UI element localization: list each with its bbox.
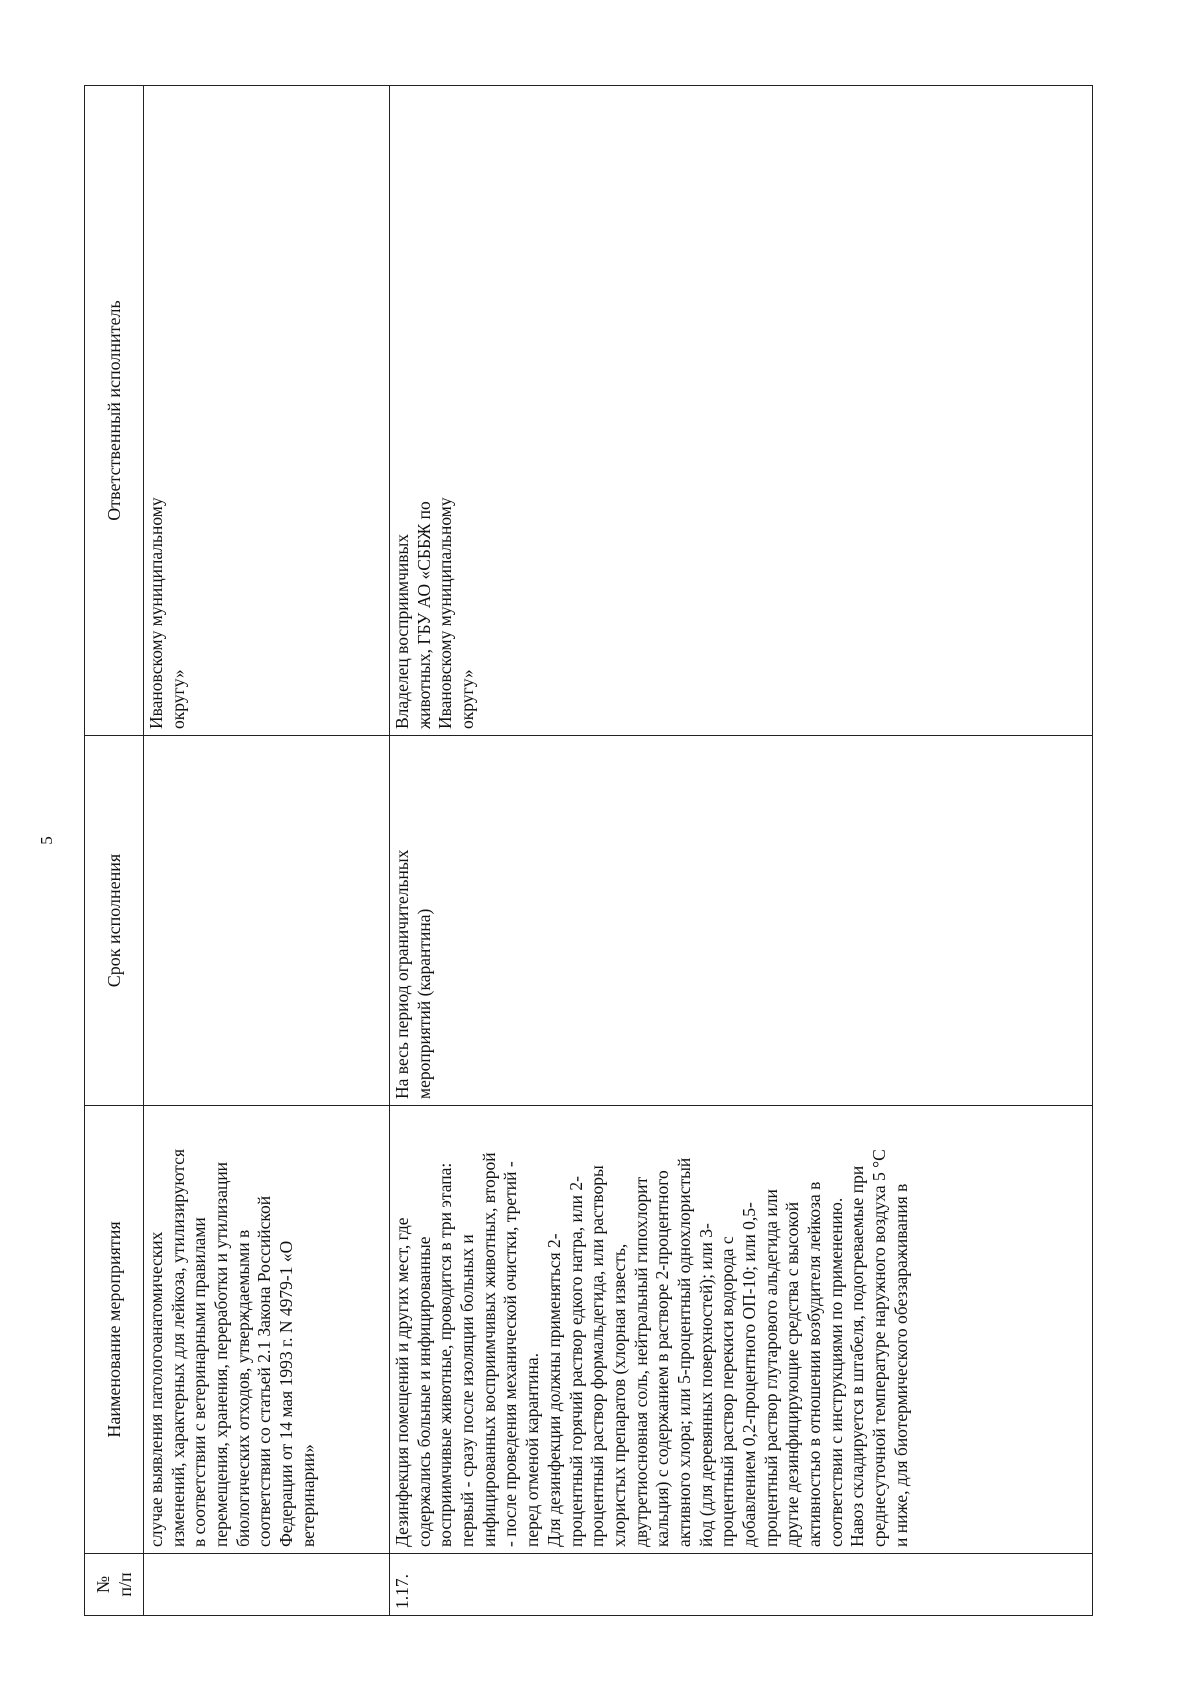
page-number: 5 bbox=[36, 836, 56, 845]
row-term-cell: На весь период ограничительных мероприятий (карантина) bbox=[390, 736, 1093, 1106]
header-term: Срок исполнения bbox=[85, 736, 144, 1106]
table-header-row bbox=[85, 86, 144, 1616]
table-row bbox=[390, 86, 1093, 1616]
row-term-cell bbox=[144, 736, 390, 1106]
row-responsible-cell: Ивановскому муниципальному округу» bbox=[144, 86, 390, 736]
row-num-cell bbox=[144, 1554, 390, 1616]
rotated-table-container bbox=[84, 86, 1087, 1616]
row-num-cell: 1.17. bbox=[390, 1554, 1093, 1616]
header-num: № п/п bbox=[85, 1554, 144, 1616]
header-name: Наименование мероприятия bbox=[85, 1106, 144, 1554]
row-responsible-cell: Владелец восприимчивых животных, ГБУ АО «СББЖ по Ивановскому муниципальному округу» bbox=[390, 86, 1093, 736]
row-name-cell: случае выявления патологоанатомических изменений, характерных для лейкоза, утилизируются в соответствии с ветеринарными правилами перемещения, хранения, переработки и утилизации биологических отходов, утверждаемыми в соответствии со статьей 2.1 Закона Российской Федерации от 14 мая 1993 г. N 4979-1 «О ветеринарии» bbox=[144, 1106, 390, 1554]
header-responsible: Ответственный исполнитель bbox=[85, 86, 144, 736]
row-name-cell: Дезинфекция помещений и других мест, где содержались больные и инфицированные восприимчивые животные, проводится в три этапа: первый - сразу после изоляции больных и инфицированных восприимчивых животных, второй - после проведения механической очистки, третий - перед отменой карантина. Для дезинфекции должны применяться 2- процентный горячий раствор едкого натра, или 2- процентный раствор формальдегида, или растворы хлористых препаратов (хлорная известь, двутретиосновная соль, нейтральный гипохлорит кальция) с содержанием в растворе 2-процентного активного хлора; или 5-процентный однохлористый йод (для деревянных поверхностей); или 3- процентный раствор перекиси водорода с добавлением 0,2-процентного ОП-10; или 0,5- процентный раствор глутарового альдегида или другие дезинфицирующие средства с высокой активностью в отношении возбудителя лейкоза в соответствии с инструкциями по применению. Навоз складируется в штабеля, подогреваемые при среднесуточной температуре наружного воздуха 5 °С и ниже, для биотермического обеззараживания в bbox=[390, 1106, 1093, 1554]
table-row bbox=[144, 86, 390, 1616]
measures-table bbox=[84, 85, 1093, 1616]
